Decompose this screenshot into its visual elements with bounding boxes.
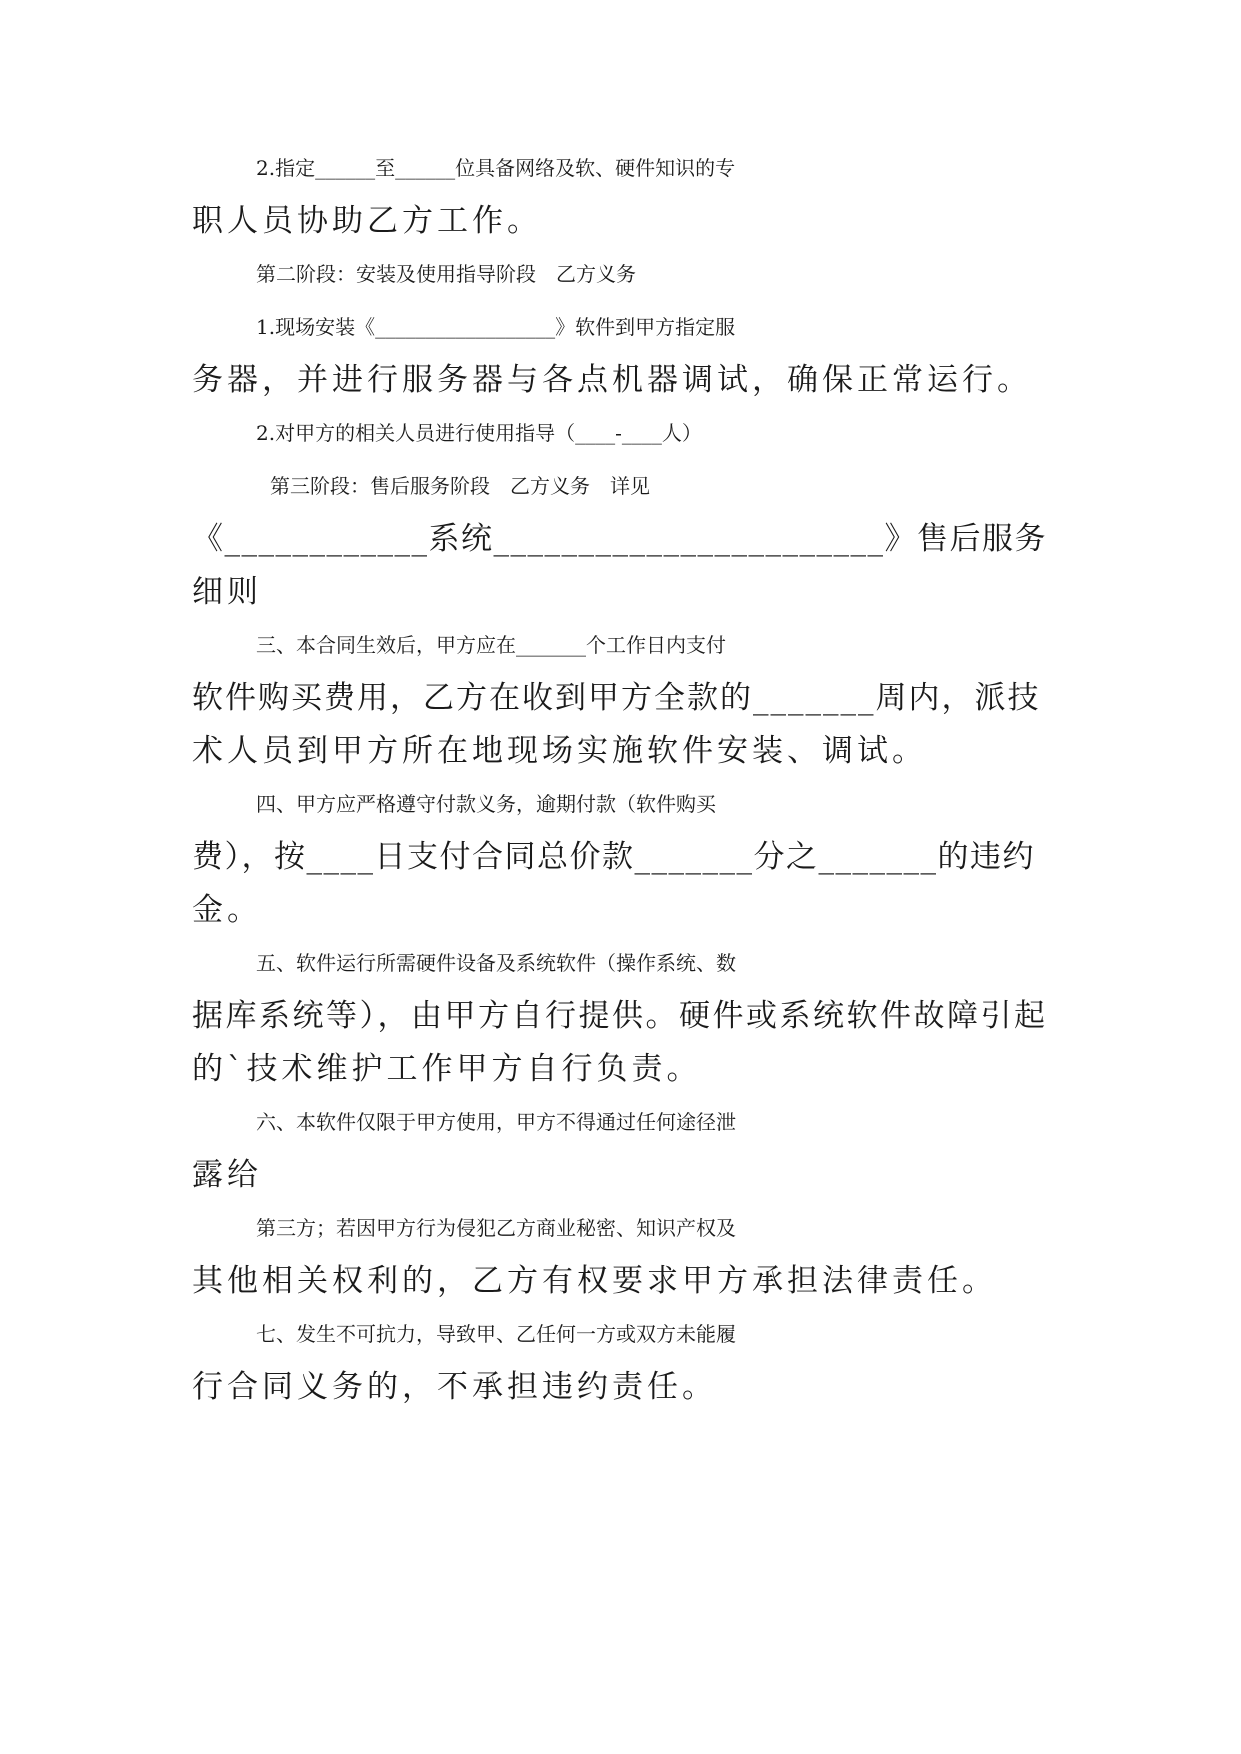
- line-23: 七、发生不可抗力，导致甲、乙任何一方或双方未能履: [256, 1322, 736, 1346]
- line-13: 四、甲方应严格遵守付款义务，逾期付款（软件购买: [256, 792, 716, 816]
- line-6: 2.对甲方的相关人员进行使用指导（____-____人）: [256, 421, 702, 445]
- line-15: 金。: [192, 892, 262, 928]
- line-9: 细则: [192, 574, 262, 610]
- line-2: 职人员协助乙方工作。: [192, 203, 542, 239]
- line-16: 五、软件运行所需硬件设备及系统软件（操作系统、数: [256, 951, 736, 975]
- line-19: 六、本软件仅限于甲方使用，甲方不得通过任何途径泄: [256, 1110, 736, 1134]
- line-18: 的`技术维护工作甲方自行负责。: [192, 1051, 702, 1087]
- line-14: 费），按____日支付合同总价款_______分之_______的违约: [192, 839, 1035, 875]
- line-8: 《____________系统_______________________》售后服务: [192, 521, 1047, 557]
- line-21: 第三方；若因甲方行为侵犯乙方商业秘密、知识产权及: [256, 1216, 736, 1240]
- line-7: 第三阶段：售后服务阶段 乙方义务 详见: [270, 474, 650, 498]
- line-17: 据库系统等），由甲方自行提供。硬件或系统软件故障引起: [192, 998, 1048, 1034]
- line-4: 1.现场安装《__________________》软件到甲方指定服: [256, 315, 736, 339]
- line-12: 术人员到甲方所在地现场实施软件安装、调试。: [192, 733, 927, 769]
- line-5: 务器，并进行服务器与各点机器调试，确保正常运行。: [192, 362, 1032, 398]
- line-11: 软件购买费用，乙方在收到甲方全款的_______周内，派技: [192, 680, 1041, 716]
- line-22: 其他相关权利的，乙方有权要求甲方承担法律责任。: [192, 1263, 997, 1299]
- line-1: 2.指定______至______位具备网络及软、硬件知识的专: [256, 156, 736, 180]
- line-20: 露给: [192, 1157, 262, 1193]
- line-3: 第二阶段：安装及使用指导阶段 乙方义务: [256, 262, 636, 286]
- line-24: 行合同义务的，不承担违约责任。: [192, 1369, 717, 1405]
- line-10: 三、本合同生效后，甲方应在_______个工作日内支付: [256, 633, 726, 657]
